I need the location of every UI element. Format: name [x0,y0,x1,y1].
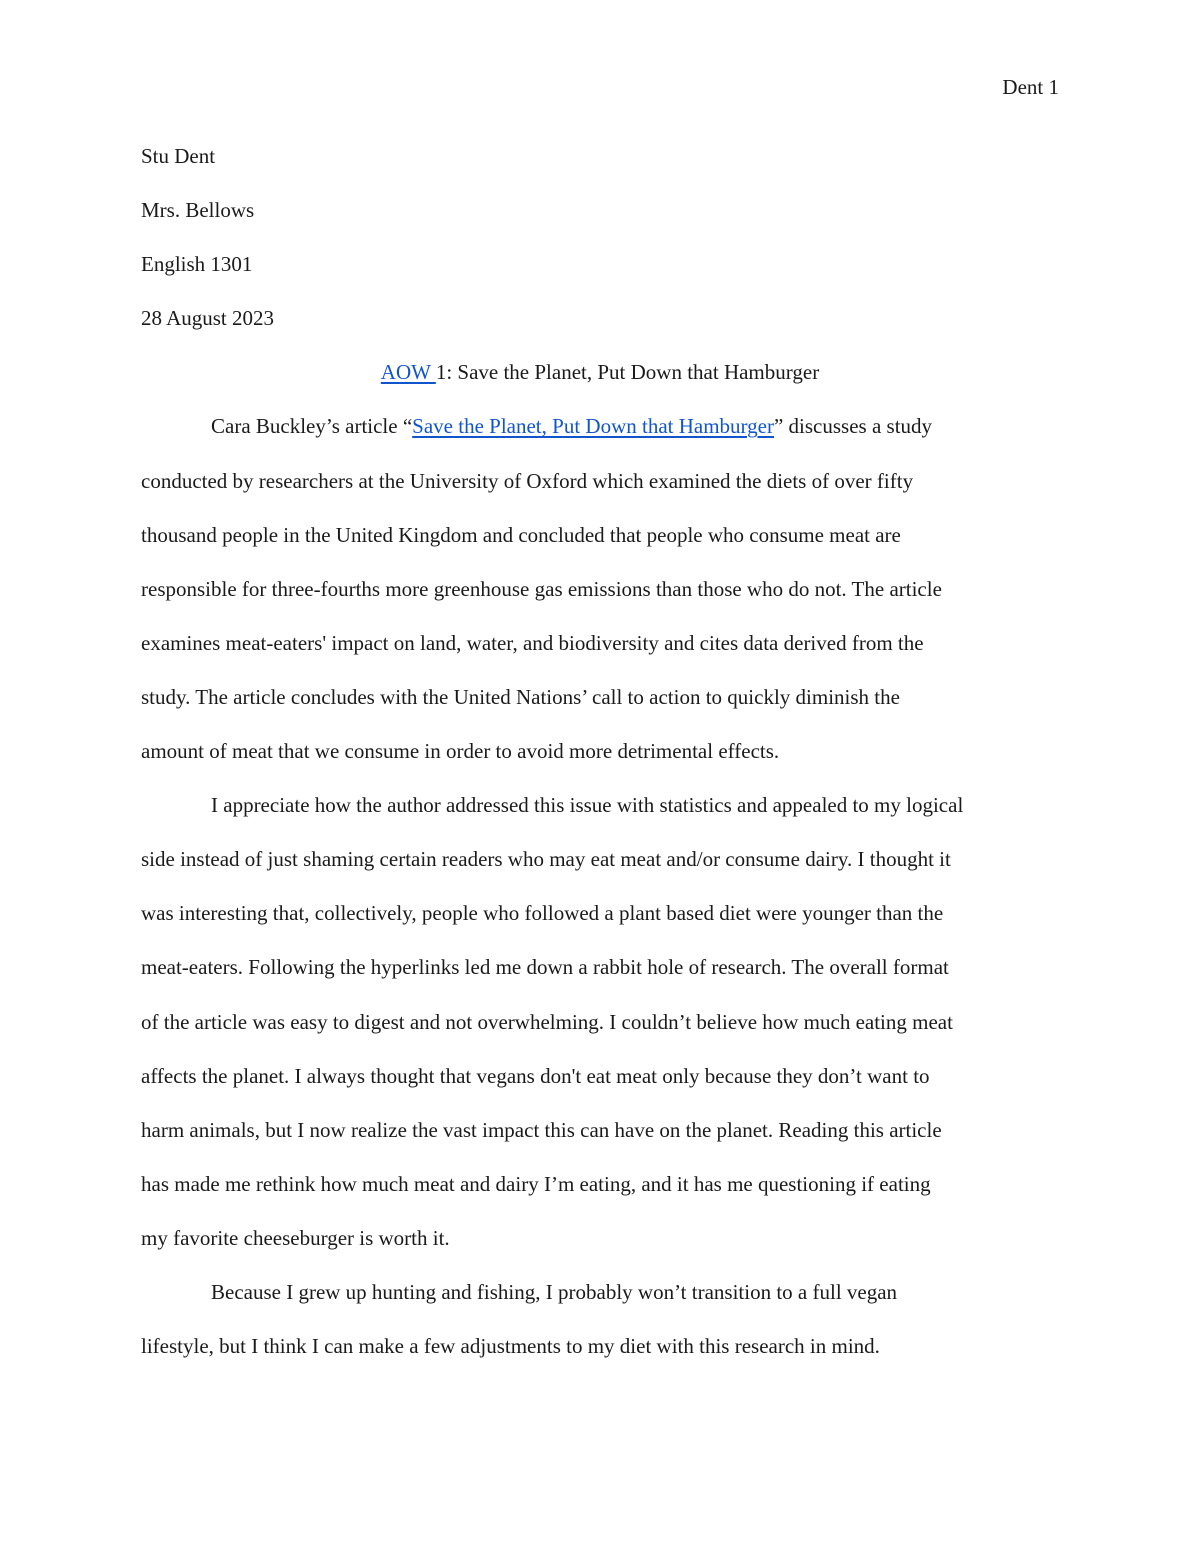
student-name: Stu Dent [141,144,216,168]
paragraph-1-line: conducted by researchers at the University of Oxford which examined the diets of over fifty [141,468,914,493]
paragraph-2-line: of the article was easy to digest and not overwhelming. I couldn’t believe how much eating meat [141,1009,953,1034]
aow-link[interactable]: AOW [380,360,436,385]
essay-title-text: 1: Save the Planet, Put Down that Hamburger [435,360,820,385]
paragraph-2-line: has made me rethink how much meat and dairy I’m eating, and it has me questioning if eating [141,1171,931,1196]
assignment-date: 28 August 2023 [141,306,275,331]
essay-title [141,345,1059,399]
paragraph-1-line: study. The article concludes with the United Nations’ call to action to quickly diminish the [141,684,900,709]
paragraph-2-line: side instead of just shaming certain readers who may eat meat and/or consume dairy. I thought it [141,847,951,872]
paragraph-3-line: Because I grew up hunting and fishing, I probably won’t transition to a full vegan [211,1279,898,1304]
paragraph-1-line: thousand people in the United Kingdom and concluded that people who consume meat are [141,522,901,547]
paragraph-2-line: was interesting that, collectively, people who followed a plant based diet were younger than the [141,901,944,926]
paragraph-1-text: ” discusses a study [773,414,933,439]
paragraph-2-line: affects the planet. I always thought that vegans don't eat meat only because they don’t want to [141,1063,930,1088]
article-title-link[interactable]: Save the Planet, Put Down that Hamburger [412,414,774,439]
paragraph-1-line [141,399,1059,453]
instructor-name: Mrs. Bellows [141,198,255,223]
running-head-page-number: Dent 1 [1002,75,1059,99]
paragraph-2-line: harm animals, but I now realize the vast impact this can have on the planet. Reading this article [141,1117,942,1142]
paragraph-2-line: I appreciate how the author addressed this issue with statistics and appealed to my logical [211,793,964,818]
paragraph-2-line: my favorite cheeseburger is worth it. [141,1225,450,1250]
paragraph-3-line: lifestyle, but I think I can make a few adjustments to my diet with this research in mind. [141,1334,880,1359]
paragraph-1-text: Cara Buckley’s article “ [211,414,413,439]
paragraph-1-line: examines meat-eaters' impact on land, water, and biodiversity and cites data derived from the [141,630,924,655]
paragraph-1-line: amount of meat that we consume in order to avoid more detrimental effects. [141,739,780,764]
paragraph-1-line: responsible for three-fourths more greenhouse gas emissions than those who do not. The article [141,576,942,601]
paragraph-2-line: meat-eaters. Following the hyperlinks led me down a rabbit hole of research. The overall format [141,955,949,980]
essay-body [141,129,1059,1373]
course-name: English 1301 [141,252,253,277]
